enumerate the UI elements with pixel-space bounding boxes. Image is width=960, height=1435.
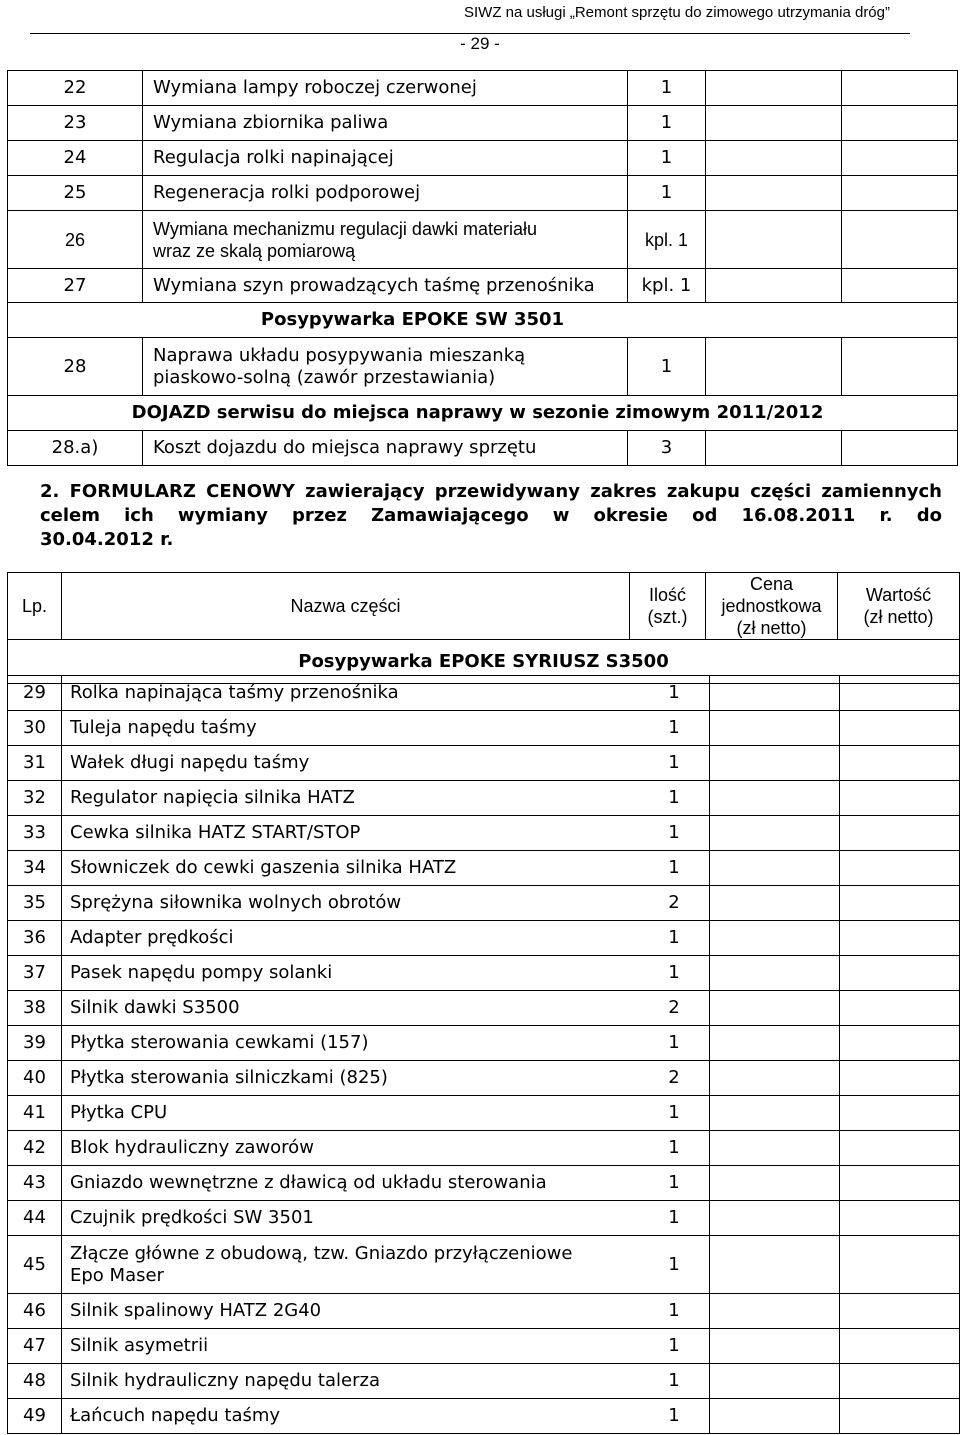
running-header: SIWZ na usługi „Remont sprzętu do zimowego utrzymania dróg” xyxy=(463,4,890,21)
row-name-line2: wraz ze skalą pomiarową xyxy=(153,240,356,261)
col-header-price-line2: jednostkowa xyxy=(721,596,822,616)
row-name-qty xyxy=(62,1364,710,1399)
table-row xyxy=(8,921,960,956)
value-cell xyxy=(840,851,960,886)
value-cell xyxy=(842,106,958,141)
row-lp: 40 xyxy=(8,1061,62,1096)
row-name: Tuleja napędu taśmy xyxy=(70,717,257,738)
table-row xyxy=(8,338,958,396)
row-qty: 1 xyxy=(668,927,680,948)
table-row xyxy=(8,1329,960,1364)
row-qty: 1 xyxy=(668,1253,680,1275)
price-cell xyxy=(706,176,842,211)
row-lp: 30 xyxy=(8,711,62,746)
group-header-row xyxy=(8,303,958,338)
price-cell xyxy=(706,211,842,269)
price-cell xyxy=(706,141,842,176)
row-lp: 24 xyxy=(8,141,143,176)
table-row xyxy=(8,269,958,303)
table-row xyxy=(8,816,960,851)
price-cell xyxy=(706,338,842,396)
value-cell xyxy=(840,1364,960,1399)
value-cell xyxy=(840,1026,960,1061)
price-cell xyxy=(710,1096,840,1131)
parts-table-continued xyxy=(7,70,958,466)
row-name: Wałek długi napędu taśmy xyxy=(70,752,310,773)
price-cell xyxy=(710,1329,840,1364)
value-cell xyxy=(840,1236,960,1294)
row-qty: 1 xyxy=(668,1032,680,1053)
row-name-line2: piaskowo-solną (zawór przestawiania) xyxy=(153,366,496,388)
row-name-qty xyxy=(62,1061,710,1096)
row-lp: 28 xyxy=(8,338,143,396)
value-cell xyxy=(840,676,960,711)
table-row xyxy=(8,211,958,269)
section-title xyxy=(40,480,942,552)
row-qty: 1 xyxy=(668,1335,680,1356)
row-name-qty xyxy=(62,781,710,816)
value-cell xyxy=(840,1166,960,1201)
row-lp: 47 xyxy=(8,1329,62,1364)
col-header-qty-line2: (szt.) xyxy=(647,607,688,627)
row-name-line1: Wymiana mechanizmu regulacji dawki materiału xyxy=(153,218,537,239)
value-cell xyxy=(842,211,958,269)
value-cell xyxy=(840,711,960,746)
col-header-value-line1: Wartość xyxy=(865,585,932,605)
price-cell xyxy=(706,106,842,141)
row-qty: 1 xyxy=(628,106,706,141)
price-cell xyxy=(710,1294,840,1329)
row-name: Silnik spalinowy HATZ 2G40 xyxy=(70,1300,322,1321)
price-cell xyxy=(710,1131,840,1166)
value-cell xyxy=(840,781,960,816)
table-row xyxy=(8,71,958,106)
row-qty: 3 xyxy=(628,431,706,466)
row-name-qty xyxy=(62,921,710,956)
row-qty: 1 xyxy=(628,141,706,176)
row-lp: 25 xyxy=(8,176,143,211)
table-row xyxy=(8,746,960,781)
table-row xyxy=(8,851,960,886)
row-lp: 33 xyxy=(8,816,62,851)
price-cell xyxy=(710,1026,840,1061)
row-qty: 1 xyxy=(668,822,680,843)
row-qty: 1 xyxy=(668,1300,680,1321)
row-name: Wymiana lampy roboczej czerwonej xyxy=(143,71,628,106)
row-name-qty xyxy=(62,746,710,781)
row-qty: 1 xyxy=(668,1370,680,1391)
row-name: Płytka sterowania silniczkami (825) xyxy=(70,1067,388,1088)
row-lp: 37 xyxy=(8,956,62,991)
price-form-table xyxy=(7,675,960,1434)
row-qty: kpl. 1 xyxy=(628,211,706,269)
row-qty: kpl. 1 xyxy=(628,269,706,303)
value-cell xyxy=(840,1399,960,1434)
row-name: Słowniczek do cewki gaszenia silnika HATZ xyxy=(70,857,457,878)
row-name: Cewka silnika HATZ START/STOP xyxy=(70,822,361,843)
row-name: Łańcuch napędu taśmy xyxy=(70,1405,281,1426)
row-lp: 44 xyxy=(8,1201,62,1236)
table-row xyxy=(8,1061,960,1096)
table-row xyxy=(8,176,958,211)
row-qty: 2 xyxy=(668,1067,680,1088)
group-title-dojazd: DOJAZD serwisu do miejsca naprawy w sezonie zimowym 2011/2012 xyxy=(8,396,958,431)
row-lp: 35 xyxy=(8,886,62,921)
row-name-qty xyxy=(62,956,710,991)
price-cell xyxy=(710,1236,840,1294)
row-name-qty xyxy=(62,851,710,886)
row-name xyxy=(143,211,628,269)
header-row xyxy=(8,573,960,640)
row-lp: 45 xyxy=(8,1236,62,1294)
table-row xyxy=(8,1236,960,1294)
row-lp: 43 xyxy=(8,1166,62,1201)
price-cell xyxy=(710,991,840,1026)
row-qty: 1 xyxy=(628,71,706,106)
row-name: Płytka sterowania cewkami (157) xyxy=(70,1032,369,1053)
row-name: Pasek napędu pompy solanki xyxy=(70,962,333,983)
row-qty: 1 xyxy=(668,1137,680,1158)
row-name-qty xyxy=(62,1131,710,1166)
row-name: Silnik dawki S3500 xyxy=(70,997,240,1018)
row-name-qty xyxy=(62,1096,710,1131)
value-cell xyxy=(840,956,960,991)
row-lp: 22 xyxy=(8,71,143,106)
row-lp: 34 xyxy=(8,851,62,886)
price-cell xyxy=(710,851,840,886)
row-name-qty xyxy=(62,1399,710,1434)
table-row xyxy=(8,1364,960,1399)
row-lp: 39 xyxy=(8,1026,62,1061)
row-qty: 1 xyxy=(628,176,706,211)
table-row xyxy=(8,781,960,816)
row-name-line1: Naprawa układu posypywania mieszanką xyxy=(153,344,526,366)
row-lp: 29 xyxy=(8,676,62,711)
table-row xyxy=(8,956,960,991)
col-header-qty xyxy=(630,573,706,640)
value-cell xyxy=(840,991,960,1026)
price-cell xyxy=(710,781,840,816)
table-row xyxy=(8,711,960,746)
price-cell xyxy=(710,816,840,851)
price-cell xyxy=(710,1061,840,1096)
table-row xyxy=(8,886,960,921)
row-name-qty xyxy=(62,711,710,746)
row-lp: 26 xyxy=(8,211,143,269)
price-cell xyxy=(710,676,840,711)
col-header-name: Nazwa części xyxy=(62,573,630,640)
value-cell xyxy=(840,1329,960,1364)
row-name: Koszt dojazdu do miejsca naprawy sprzętu xyxy=(143,431,628,466)
table-row xyxy=(8,1294,960,1329)
table-row xyxy=(8,1096,960,1131)
row-name: Sprężyna siłownika wolnych obrotów xyxy=(70,892,402,913)
row-lp: 48 xyxy=(8,1364,62,1399)
value-cell xyxy=(842,176,958,211)
row-qty: 1 xyxy=(668,682,680,703)
value-cell xyxy=(842,338,958,396)
price-cell xyxy=(710,956,840,991)
price-cell xyxy=(710,711,840,746)
row-name: Silnik hydrauliczny napędu talerza xyxy=(70,1370,380,1391)
col-header-price-line3: (zł netto) xyxy=(736,618,807,638)
row-name: Regulacja rolki napinającej xyxy=(143,141,628,176)
value-cell xyxy=(840,1201,960,1236)
row-name-qty xyxy=(62,1236,710,1294)
row-name-qty xyxy=(62,676,710,711)
row-qty: 1 xyxy=(628,338,706,396)
row-name: Regulator napięcia silnika HATZ xyxy=(70,787,355,808)
row-lp: 38 xyxy=(8,991,62,1026)
row-name: Płytka CPU xyxy=(70,1102,168,1123)
row-qty: 1 xyxy=(668,1102,680,1123)
price-cell xyxy=(706,269,842,303)
group-title-s3500: Posypywarka EPOKE SYRIUSZ S3500 xyxy=(8,640,960,684)
price-cell xyxy=(710,886,840,921)
value-cell xyxy=(842,431,958,466)
row-name: Czujnik prędkości SW 3501 xyxy=(70,1207,314,1228)
row-name-qty xyxy=(62,1329,710,1364)
row-name-line1: Złącze główne z obudową, tzw. Gniazdo przyłączeniowe xyxy=(70,1242,573,1264)
row-qty: 1 xyxy=(668,752,680,773)
row-lp: 28.a) xyxy=(8,431,143,466)
row-lp: 32 xyxy=(8,781,62,816)
price-cell xyxy=(710,1364,840,1399)
row-name-qty xyxy=(62,1166,710,1201)
table-row xyxy=(8,1131,960,1166)
price-cell xyxy=(710,1166,840,1201)
row-qty: 1 xyxy=(668,1207,680,1228)
value-cell xyxy=(842,141,958,176)
section-title-line1: 2. FORMULARZ CENOWY zawierający przewidywany zakres zakupu części zamiennych celem ich wymiany przez Zamawiającego w okresie od 16.08.2011 r. do xyxy=(40,481,942,526)
value-cell xyxy=(840,921,960,956)
row-name: Wymiana szyn prowadzących taśmę przenośnika xyxy=(143,269,628,303)
price-cell xyxy=(706,71,842,106)
col-header-price-line1: Cena xyxy=(749,574,794,594)
price-form-header-table xyxy=(7,572,960,684)
row-qty: 2 xyxy=(668,997,680,1018)
row-name-qty xyxy=(62,991,710,1026)
row-qty: 1 xyxy=(668,1405,680,1426)
value-cell xyxy=(840,886,960,921)
row-qty: 1 xyxy=(668,962,680,983)
table-row xyxy=(8,1201,960,1236)
value-cell xyxy=(842,269,958,303)
value-cell xyxy=(840,1096,960,1131)
group-header-row xyxy=(8,396,958,431)
value-cell xyxy=(840,816,960,851)
page-number: - 29 - xyxy=(460,34,500,53)
col-header-qty-line1: Ilość xyxy=(648,585,686,605)
row-name: Silnik asymetrii xyxy=(70,1335,209,1356)
row-name: Adapter prędkości xyxy=(70,927,234,948)
row-qty: 1 xyxy=(668,857,680,878)
table-row xyxy=(8,1026,960,1061)
value-cell xyxy=(840,1131,960,1166)
table-row xyxy=(8,141,958,176)
row-name: Rolka napinająca taśmy przenośnika xyxy=(70,682,399,703)
price-cell xyxy=(710,921,840,956)
table-row xyxy=(8,1166,960,1201)
row-lp: 42 xyxy=(8,1131,62,1166)
price-cell xyxy=(710,1399,840,1434)
table-row xyxy=(8,1399,960,1434)
price-cell xyxy=(710,1201,840,1236)
section-title-line2: 30.04.2012 r. xyxy=(40,529,174,550)
table-row xyxy=(8,676,960,711)
table-row xyxy=(8,106,958,141)
col-header-price xyxy=(706,573,838,640)
row-lp: 27 xyxy=(8,269,143,303)
row-lp: 31 xyxy=(8,746,62,781)
col-header-value-line2: (zł netto) xyxy=(863,607,934,627)
price-cell xyxy=(706,431,842,466)
table-row xyxy=(8,431,958,466)
col-header-lp: Lp. xyxy=(8,573,62,640)
value-cell xyxy=(840,746,960,781)
price-cell xyxy=(710,746,840,781)
row-name-qty xyxy=(62,886,710,921)
row-name xyxy=(143,338,628,396)
row-qty: 1 xyxy=(668,1172,680,1193)
row-name: Regeneracja rolki podporowej xyxy=(143,176,628,211)
row-lp: 46 xyxy=(8,1294,62,1329)
value-cell xyxy=(840,1061,960,1096)
row-name-qty xyxy=(62,1026,710,1061)
row-qty: 1 xyxy=(668,717,680,738)
table-row xyxy=(8,991,960,1026)
row-name: Blok hydrauliczny zaworów xyxy=(70,1137,314,1158)
row-name-qty xyxy=(62,1201,710,1236)
row-qty: 2 xyxy=(668,892,680,913)
row-lp: 36 xyxy=(8,921,62,956)
row-lp: 23 xyxy=(8,106,143,141)
row-name: Gniazdo wewnętrzne z dławicą od układu sterowania xyxy=(70,1172,547,1193)
row-lp: 41 xyxy=(8,1096,62,1131)
row-qty: 1 xyxy=(668,787,680,808)
row-name-line2: Epo Maser xyxy=(70,1264,164,1286)
row-name: Wymiana zbiornika paliwa xyxy=(143,106,628,141)
value-cell xyxy=(840,1294,960,1329)
row-lp: 49 xyxy=(8,1399,62,1434)
row-name-qty xyxy=(62,1294,710,1329)
col-header-value xyxy=(838,573,960,640)
value-cell xyxy=(842,71,958,106)
group-title-sw3501: Posypywarka EPOKE SW 3501 xyxy=(8,303,958,338)
row-name-qty xyxy=(62,816,710,851)
